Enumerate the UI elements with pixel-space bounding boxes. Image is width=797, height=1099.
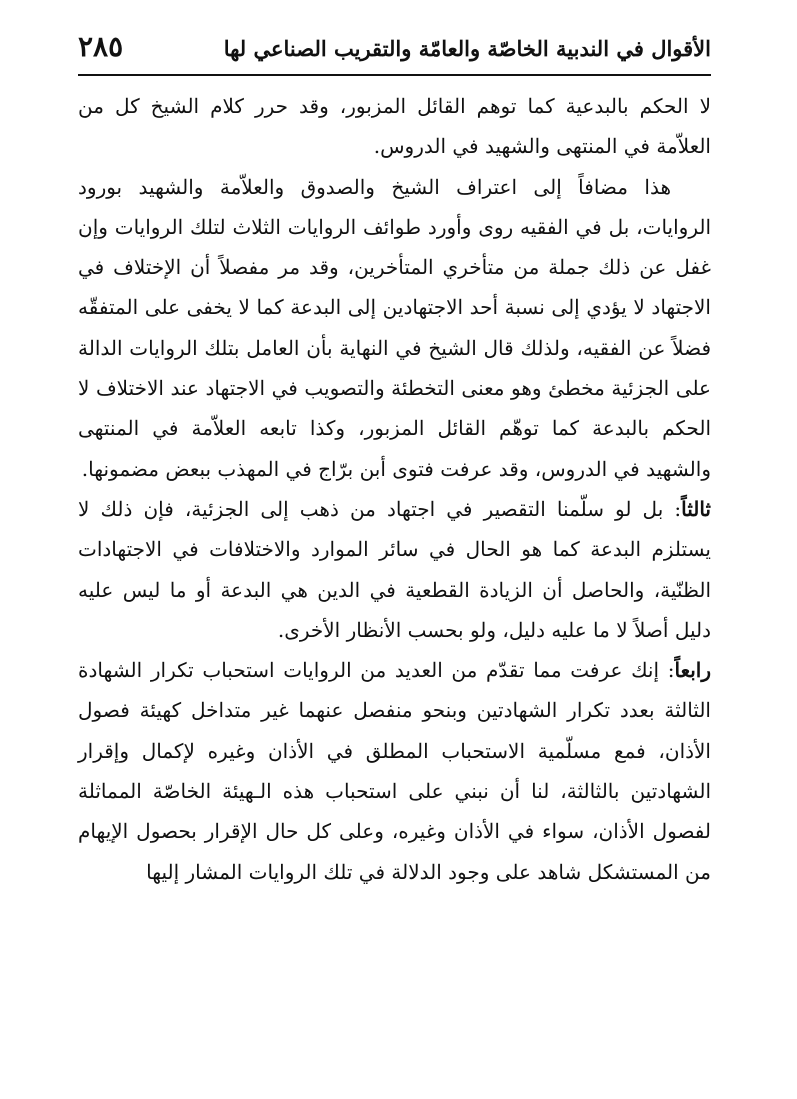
paragraph-lead-word: ثالثاً — [681, 496, 711, 521]
paragraph-text: : بل لو سلّمنا التقصير في اجتهاد من ذهب إلى الجزئية، فإن ذلك لا يستلزم البدعة كما هو الحال في سائر الموارد والاختلافات في الاجتهادات الظنّية، والحاصل أن الزيادة القطعية في الدين هي البدعة أو ما ليس عليه دليل أصلاً لا ما عليه دليل، ولو بحسب الأنظار الأخرى. — [78, 496, 711, 642]
paragraph-addition — [78, 167, 711, 489]
running-title: الأقوال في الندبية الخاصّة والعامّة والتقريب الصناعي لها — [223, 36, 711, 61]
paragraph-fourth-point — [78, 650, 711, 892]
body-text — [78, 86, 711, 892]
page-number: ٢٨٥ — [78, 30, 124, 63]
page-header — [78, 28, 711, 76]
paragraph-lead-word: رابعاً — [674, 658, 711, 683]
paragraph-third-point — [78, 489, 711, 650]
paragraph-continuation — [78, 86, 711, 167]
paragraph-text: لا الحكم بالبدعية كما توهم القائل المزبور، وقد حرر كلام الشيخ كل من العلاّمة في المنتهى والشهيد في الدروس. — [78, 94, 711, 159]
paragraph-text: : إنك عرفت مما تقدّم من العديد من الروايات استحباب تكرار الشهادة الثالثة بعدد تكرار الشهادتين وبنحو منفصل عنهما غير متداخل كهيئة فصول الأذان، فمع مسلّمية الاستحباب المطلق في الأذان وغيره لإكمال وإقرار الشهادتين بالثالثة، لنا أن نبني على استحباب هذه الـهيئة الخاصّة المماثلة لفصول الأذان، سواء في الأذان وغيره، وعلى كل حال الإقرار بحصول الإيهام من المستشكل شاهد على وجود الدلالة في تلك الروايات المشار إليها — [78, 658, 711, 884]
paragraph-text: هذا مضافاً إلى اعتراف الشيخ والصدوق والعلاّمة والشهيد بورود الروايات، بل في الفقيه روى وأورد طوائف الروايات الثلاث لتلك الروايات وإن غفل عن ذلك جملة من متأخري المتأخرين، وقد مر مفصلاً أن الإختلاف في الاجتهاد لا يؤدي إلى نسبة أحد الاجتهادين إلى البدعة كما لا يخفى على المتفقّه فضلاً عن الفقيه، ولذلك قال الشيخ في النهاية بأن العامل بتلك الروايات الدالة على الجزئية مخطئ وهو معنى التخطئة والتصويب في الاجتهاد عند الاختلاف لا الحكم بالبدعة كما توهّم القائل المزبور، وكذا تابعه العلاّمة في المنتهى والشهيد في الدروس، وقد عرفت فتوى أبن برّاج في المهذب ببعض مضمونها. — [78, 174, 712, 481]
